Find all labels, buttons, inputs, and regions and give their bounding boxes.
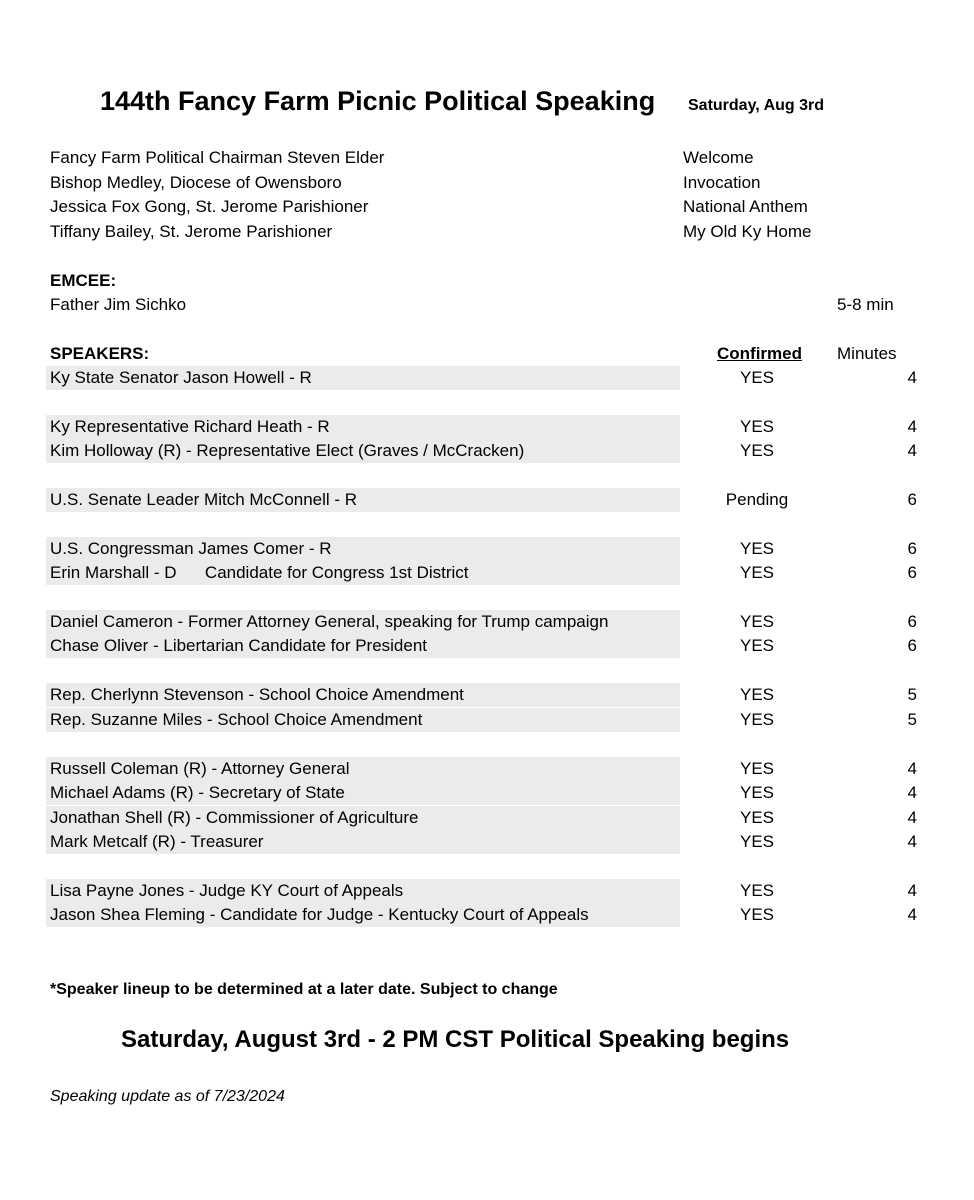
minutes-column-header: Minutes	[837, 344, 897, 363]
speaker-confirmed: YES	[739, 759, 775, 778]
speaker-name: Rep. Cherlynn Stevenson - School Choice Amendment	[50, 685, 464, 704]
speaker-confirmed: YES	[739, 905, 775, 924]
speaker-minutes: 4	[907, 417, 917, 436]
speaker-name: Rep. Suzanne Miles - School Choice Amendment	[50, 710, 423, 729]
speaker-name: Ky Representative Richard Heath - R	[50, 417, 330, 436]
speaker-confirmed: YES	[739, 685, 775, 704]
speaker-minutes: 6	[907, 612, 917, 631]
event-date: Saturday, Aug 3rd	[688, 97, 825, 114]
speaker-minutes: 5	[907, 710, 917, 729]
opening-name: Jessica Fox Gong, St. Jerome Parishioner	[50, 197, 369, 216]
speaker-minutes: 6	[907, 539, 917, 558]
page-title: 144th Fancy Farm Picnic Political Speaking	[100, 86, 656, 116]
opening-role: My Old Ky Home	[683, 222, 812, 241]
speaker-name: Erin Marshall - D Candidate for Congress 1st District	[50, 563, 469, 582]
speaker-name: Jason Shea Fleming - Candidate for Judge - Kentucky Court of Appeals	[50, 905, 589, 924]
speaker-name: Ky State Senator Jason Howell - R	[50, 368, 312, 387]
speaker-minutes: 4	[907, 441, 917, 460]
speaker-confirmed: YES	[739, 539, 775, 558]
update-date: Speaking update as of 7/23/2024	[50, 1088, 285, 1105]
opening-name: Fancy Farm Political Chairman Steven Elder	[50, 148, 385, 167]
speaker-confirmed: Pending	[725, 490, 789, 509]
opening-role: Welcome	[683, 148, 754, 167]
speaker-minutes: 4	[907, 881, 917, 900]
speaker-minutes: 6	[907, 563, 917, 582]
speaker-minutes: 4	[907, 759, 917, 778]
speakers-heading: SPEAKERS:	[50, 344, 150, 363]
speaker-minutes: 6	[907, 490, 917, 509]
speaker-confirmed: YES	[739, 636, 775, 655]
speaker-confirmed: YES	[739, 832, 775, 851]
speaker-confirmed: YES	[739, 563, 775, 582]
speaker-minutes: 4	[907, 783, 917, 802]
speaker-confirmed: YES	[739, 881, 775, 900]
speaker-minutes: 4	[907, 832, 917, 851]
opening-name: Tiffany Bailey, St. Jerome Parishioner	[50, 222, 333, 241]
emcee-name: Father Jim Sichko	[50, 295, 187, 314]
speaker-confirmed: YES	[739, 441, 775, 460]
speaker-confirmed: YES	[739, 612, 775, 631]
emcee-heading: EMCEE:	[50, 271, 117, 290]
confirmed-column-header: Confirmed	[717, 344, 802, 363]
speaker-minutes: 4	[907, 808, 917, 827]
speaker-name: Chase Oliver - Libertarian Candidate for President	[50, 636, 428, 655]
speaker-minutes: 4	[907, 905, 917, 924]
speaker-confirmed: YES	[739, 368, 775, 387]
opening-name: Bishop Medley, Diocese of Owensboro	[50, 173, 342, 192]
speaker-name: Kim Holloway (R) - Representative Elect (Graves / McCracken)	[50, 441, 525, 460]
speaker-name: Lisa Payne Jones - Judge KY Court of Appeals	[50, 881, 404, 900]
speaker-minutes: 5	[907, 685, 917, 704]
opening-role: National Anthem	[683, 197, 808, 216]
speaker-name: Mark Metcalf (R) - Treasurer	[50, 832, 264, 851]
speaker-confirmed: YES	[739, 783, 775, 802]
speaker-name: U.S. Congressman James Comer - R	[50, 539, 332, 558]
speaker-minutes: 6	[907, 636, 917, 655]
speaker-name: Daniel Cameron - Former Attorney General, speaking for Trump campaign	[50, 612, 609, 631]
opening-role: Invocation	[683, 173, 761, 192]
speaker-name: Russell Coleman (R) - Attorney General	[50, 759, 350, 778]
speaker-confirmed: YES	[739, 710, 775, 729]
start-time-banner: Saturday, August 3rd - 2 PM CST Political Speaking begins	[121, 1026, 790, 1053]
speaker-confirmed: YES	[739, 808, 775, 827]
speaker-name: Jonathan Shell (R) - Commissioner of Agriculture	[50, 808, 419, 827]
speaker-name: Michael Adams (R) - Secretary of State	[50, 783, 345, 802]
emcee-minutes: 5-8 min	[837, 295, 894, 314]
speaker-name: U.S. Senate Leader Mitch McConnell - R	[50, 490, 358, 509]
speaker-minutes: 4	[907, 368, 917, 387]
speaker-confirmed: YES	[739, 417, 775, 436]
lineup-note: *Speaker lineup to be determined at a later date. Subject to change	[50, 981, 558, 998]
